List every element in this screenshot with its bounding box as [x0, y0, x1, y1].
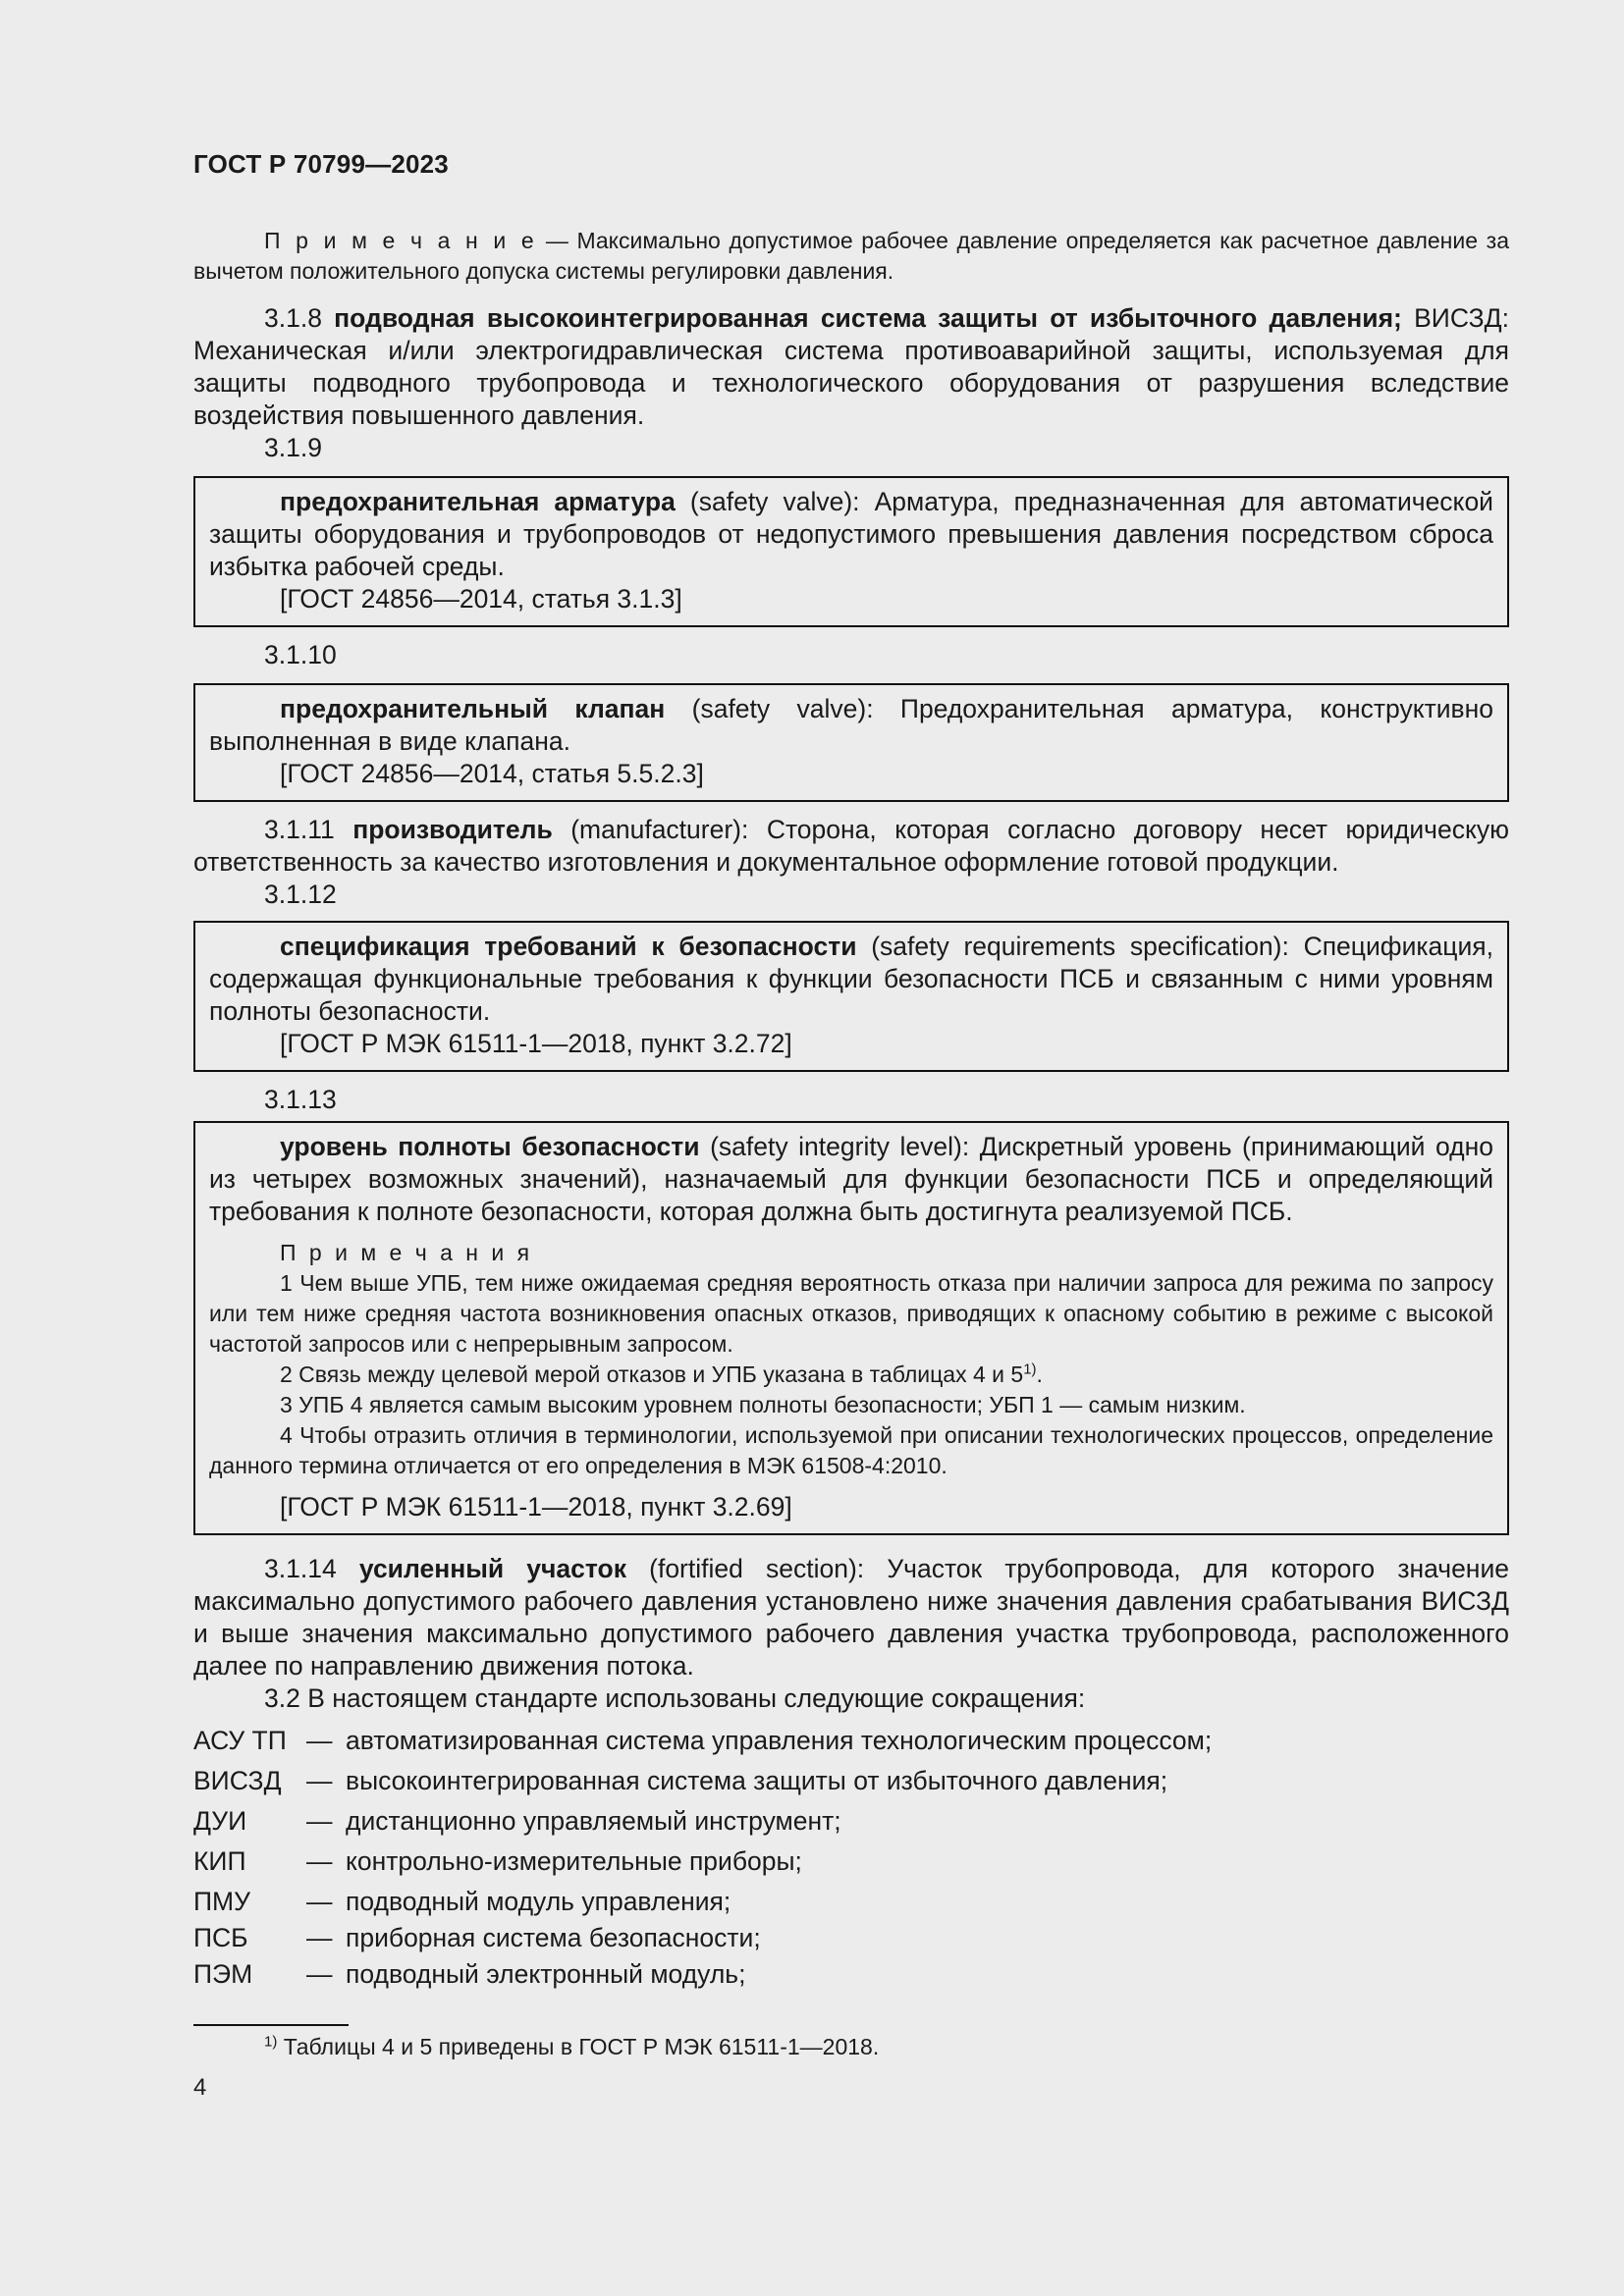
- abbreviation-row: [193, 1765, 1509, 1805]
- footnote: $^{1)}$ Таблицы 4 и 5 приведены в ГОСТ Р МЭК 61511-1—2018.: [264, 2033, 880, 2059]
- abbreviation-row: [193, 1805, 1509, 1845]
- abbreviation-key: КИП: [193, 1846, 246, 1876]
- term-number: 3.1.8: [264, 303, 322, 333]
- term-3-1-8: [193, 302, 1509, 464]
- note-3: 3 УПБ 4 является самым высоким уровнем полноты безопасности; УБП 1 — самым низким.: [280, 1392, 1246, 1417]
- term-number: 3.1.11: [264, 815, 335, 844]
- abbreviation-row: [193, 1922, 1509, 1958]
- abbreviation-key: ВИСЗД: [193, 1766, 282, 1795]
- section-3-2-intro: 3.2 В настоящем стандарте использованы следующие сокращения:: [264, 1683, 1086, 1713]
- abbreviation-key: ПЭМ: [193, 1959, 253, 1989]
- abbreviation-key: ПСБ: [193, 1923, 248, 1952]
- term-3-1-12-box: [193, 921, 1509, 1072]
- term-title: уровень полноты безопасности: [280, 1132, 700, 1161]
- abbreviation-dash: —: [306, 1726, 333, 1755]
- term-3-1-11: [193, 814, 1509, 911]
- term-number: 3.1.10: [264, 640, 337, 669]
- abbreviation-value: подводный электронный модуль;: [346, 1959, 746, 1989]
- term-title: подводная высокоинтегрированная система защиты от избыточного давления;: [334, 303, 1402, 333]
- note-1: 1 Чем выше УПБ, тем ниже ожидаемая средняя вероятность отказа при наличии запроса для режима по запросу или тем ниже средняя частота возникновения опасных отказов, приводящих к опасному событию в режиме с высокой частотой запросов или с непрерывным запросом.: [209, 1270, 1493, 1357]
- abbreviation-list: [193, 1725, 1509, 1995]
- abbreviation-row: [193, 1725, 1509, 1765]
- abbreviation-dash: —: [306, 1959, 333, 1989]
- note-2: 2 Связь между целевой мерой отказов и УПБ указана в таблицах 4 и 5$^{1)}$.: [280, 1361, 1043, 1387]
- term-number: 3.1.12: [264, 880, 337, 909]
- abbreviation-dash: —: [306, 1846, 333, 1876]
- term-reference: [ГОСТ Р МЭК 61511-1—2018, пункт 3.2.69]: [280, 1492, 792, 1522]
- term-definition: ВИСЗД: Механическая и/или электрогидравлическая система противоаварийной защиты, используемая для защиты подводного трубопровода и технологического оборудования от разрушения вследствие воздействия повышенного давления.: [193, 303, 1509, 430]
- term-number: 3.1.14: [264, 1554, 337, 1583]
- abbreviation-value: подводный модуль управления;: [346, 1887, 731, 1916]
- note-top: [193, 226, 1509, 287]
- abbreviation-key: ДУИ: [193, 1806, 247, 1836]
- term-3-1-14: [193, 1553, 1509, 1715]
- abbreviation-dash: —: [306, 1887, 333, 1916]
- note-label: П р и м е ч а н и е: [264, 228, 538, 253]
- abbreviation-dash: —: [306, 1923, 333, 1952]
- term-reference: [ГОСТ Р МЭК 61511-1—2018, пункт 3.2.72]: [280, 1029, 792, 1058]
- term-title: производитель: [352, 815, 553, 844]
- notes-label: П р и м е ч а н и я: [280, 1240, 533, 1265]
- term-definition: (safety valve): Арматура, предназначенная для автоматической защиты оборудования и трубопроводов от недопустимого превышения давления посредством сброса избытка рабочей среды.: [209, 487, 1493, 581]
- abbreviation-row: [193, 1958, 1509, 1995]
- page-number: 4: [193, 2074, 207, 2101]
- footnote-separator: [193, 2024, 349, 2026]
- term-title: спецификация требований к безопасности: [280, 932, 857, 961]
- term-number: 3.1.9: [264, 433, 322, 462]
- abbreviation-dash: —: [306, 1766, 333, 1795]
- term-title: усиленный участок: [358, 1554, 626, 1583]
- abbreviation-row: [193, 1886, 1509, 1922]
- term-definition: (safety valve): Предохранительная арматура, конструктивно выполненная в виде клапана.: [209, 694, 1494, 756]
- abbreviation-value: дистанционно управляемый инструмент;: [346, 1806, 841, 1836]
- abbreviation-key: АСУ ТП: [193, 1726, 287, 1755]
- abbreviation-value: контрольно-измерительные приборы;: [346, 1846, 802, 1876]
- abbreviation-value: высокоинтегрированная система защиты от избыточного давления;: [346, 1766, 1168, 1795]
- abbreviation-dash: —: [306, 1806, 333, 1836]
- term-title: предохранительный клапан: [280, 694, 666, 723]
- note-4: 4 Чтобы отразить отличия в терминологии, используемой при описании технологических процессов, определение данного термина отличается от его определения в МЭК 61508-4:2010.: [209, 1422, 1493, 1478]
- note-text: — Максимально допустимое рабочее давление определяется как расчетное давление за вычетом положительного допуска системы регулировки давления.: [193, 228, 1509, 284]
- term-3-1-10-box: [193, 683, 1509, 802]
- term-definition: (manufacturer): Сторона, которая согласно договору несет юридическую ответственность за качество изготовления и документальное оформление готовой продукции.: [193, 815, 1509, 877]
- abbreviation-row: [193, 1845, 1509, 1886]
- term-3-1-9-box: [193, 476, 1509, 627]
- abbreviation-value: автоматизированная система управления технологическим процессом;: [346, 1726, 1213, 1755]
- term-reference: [ГОСТ 24856—2014, статья 3.1.3]: [280, 584, 682, 614]
- term-definition: (fortified section): Участок трубопровода, для которого значение максимально допустимого рабочего давления установлено ниже значения давления срабатывания ВИСЗД и выше значения максимально допустимого рабочего давления участка трубопровода, расположенного далее по направлению движения потока.: [193, 1554, 1509, 1681]
- term-reference: [ГОСТ 24856—2014, статья 5.5.2.3]: [280, 759, 704, 788]
- term-definition: (safety integrity level): Дискретный уровень (принимающий одно из четырех возможных значений), назначаемый для функции безопасности ПСБ и определяющий требования к полноте безопасности, которая должна быть достигнута реализуемой ПСБ.: [209, 1132, 1494, 1226]
- term-number: 3.1.13: [264, 1085, 337, 1114]
- term-title: предохранительная арматура: [280, 487, 676, 516]
- document-header: ГОСТ Р 70799—2023: [193, 149, 449, 179]
- abbreviation-key: ПМУ: [193, 1887, 250, 1916]
- abbreviation-value: приборная система безопасности;: [346, 1923, 761, 1952]
- term-definition: (safety requirements specification): Спецификация, содержащая функциональные требования к функции безопасности ПСБ и связанным с ними уровням полноты безопасности.: [209, 932, 1493, 1026]
- term-3-1-13-box: [193, 1121, 1509, 1535]
